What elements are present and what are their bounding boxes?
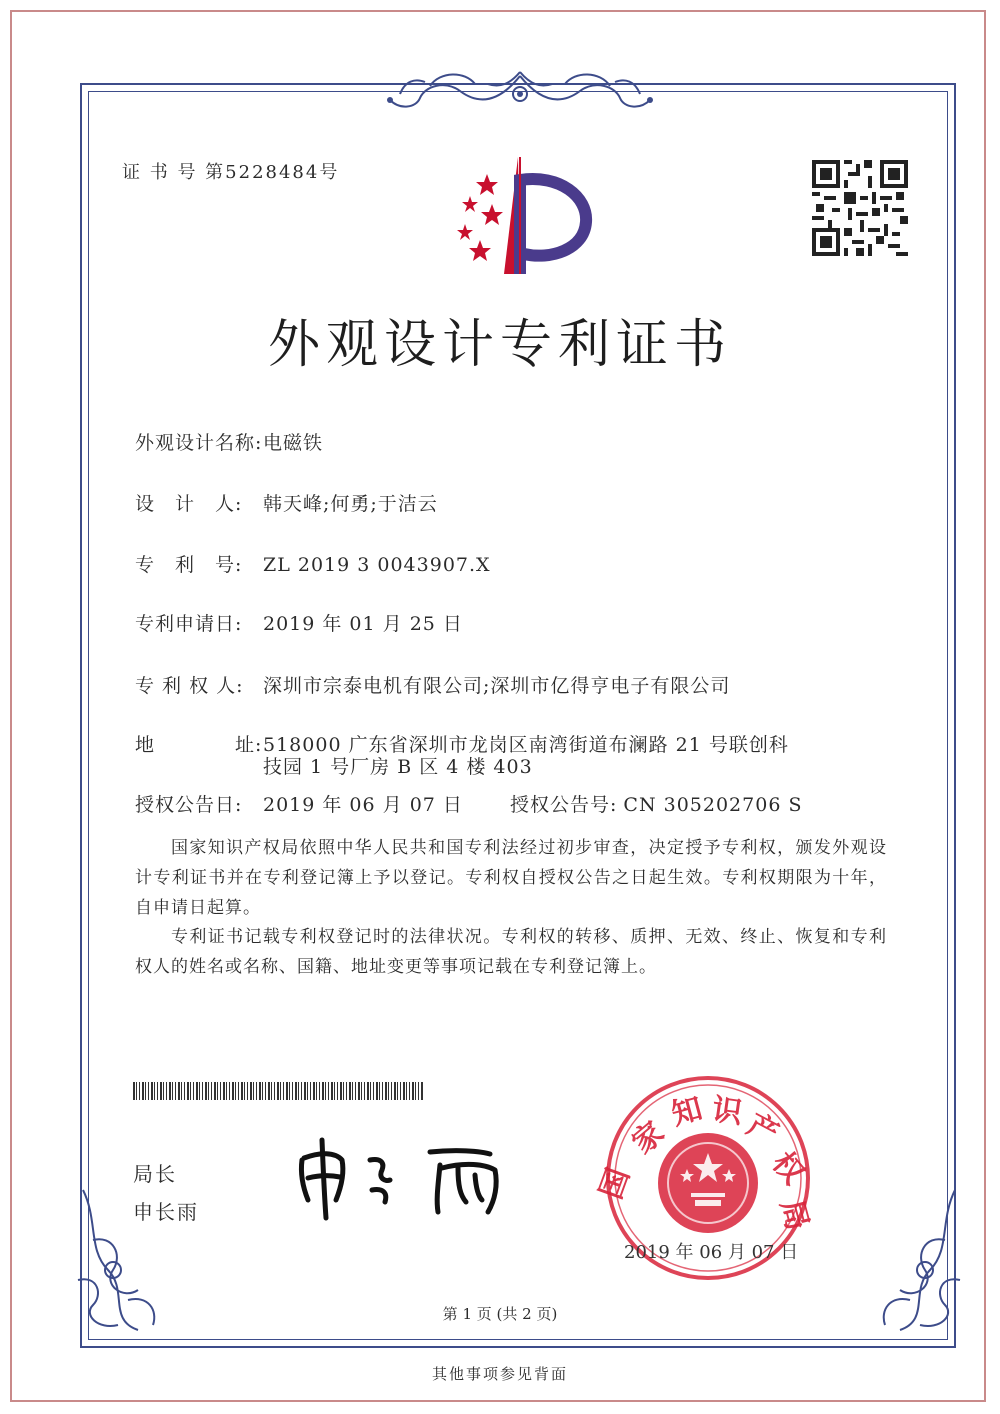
design-name-value: 电磁铁 [263,432,324,454]
grant-number-value: CN 305202706 S [623,794,803,816]
body-paragraph-2: 专利证书记载专利权登记时的法律状况。专利权的转移、质押、无效、终止、恢复和专利权人的姓名或名称、国籍、地址变更等事项记载在专利登记簿上。 [135,927,887,977]
patentee-label: 专 利 权 人: [135,675,244,697]
svg-text:权: 权 [764,1145,811,1192]
body-paragraph-1: 国家知识产权局依照中华人民共和国专利法经过初步审查，决定授予专利权，颁发外观设计专利证书并在专利登记簿上予以登记。专利权自授权公告之日起生效。专利权期限为十年，自申请日起算。 [135,838,887,918]
certificate-number: 证 书 号 第5228484号 [122,162,340,183]
grant-date-value: 2019 年 06 月 07 日 [263,794,463,816]
svg-text:识: 识 [709,1092,745,1132]
filing-date-label: 专利申请日: [135,613,243,635]
page-number: 第 1 页 (共 2 页) [442,1305,558,1323]
seal-date: 2019 年 06 月 07 日 [624,1242,799,1263]
svg-text:国: 国 [593,1163,637,1204]
svg-text:知: 知 [668,1091,707,1133]
director-title: 局长 [133,1162,177,1186]
svg-text:产: 产 [741,1107,785,1153]
patentee-value: 深圳市宗泰电机有限公司;深圳市亿得亨电子有限公司 [263,675,731,697]
address-value-line1: 518000 广东省深圳市龙岗区南湾街道布澜路 21 号联创科 [263,734,789,756]
design-name-label: 外观设计名称: [135,432,263,454]
filing-date-value: 2019 年 01 月 25 日 [263,613,463,635]
svg-text:局: 局 [773,1196,815,1235]
grant-number-row [510,790,802,817]
director-name: 申长雨 [133,1200,199,1224]
svg-text:家: 家 [625,1115,672,1162]
patent-number-value: ZL 2019 3 0043907.X [263,554,491,576]
designer-value: 韩天峰;何勇;于洁云 [263,493,438,515]
patent-number-row [135,550,491,577]
design-name-row [135,428,323,455]
footer-note: 其他事项参见背面 [431,1365,568,1383]
patent-number-label: 专 利 号: [135,554,243,576]
patentee-row [135,671,730,698]
designer-label: 设 计 人: [135,493,243,515]
address-label: 地 址: [135,734,263,756]
grant-date-row [135,790,463,817]
grant-date-label: 授权公告日: [135,794,243,816]
grant-number-label: 授权公告号: [510,794,618,816]
top-ornament-icon [370,66,670,116]
qr-code-icon [812,160,908,256]
filing-date-row [135,609,463,636]
address-value-line2: 技园 1 号厂房 B 区 4 楼 403 [263,756,533,778]
designer-row [135,489,438,516]
barcode [133,1082,423,1100]
patent-office-logo-icon [440,152,600,277]
certificate-title: 外观设计专利证书 [267,315,732,375]
director-signature [290,1130,530,1220]
